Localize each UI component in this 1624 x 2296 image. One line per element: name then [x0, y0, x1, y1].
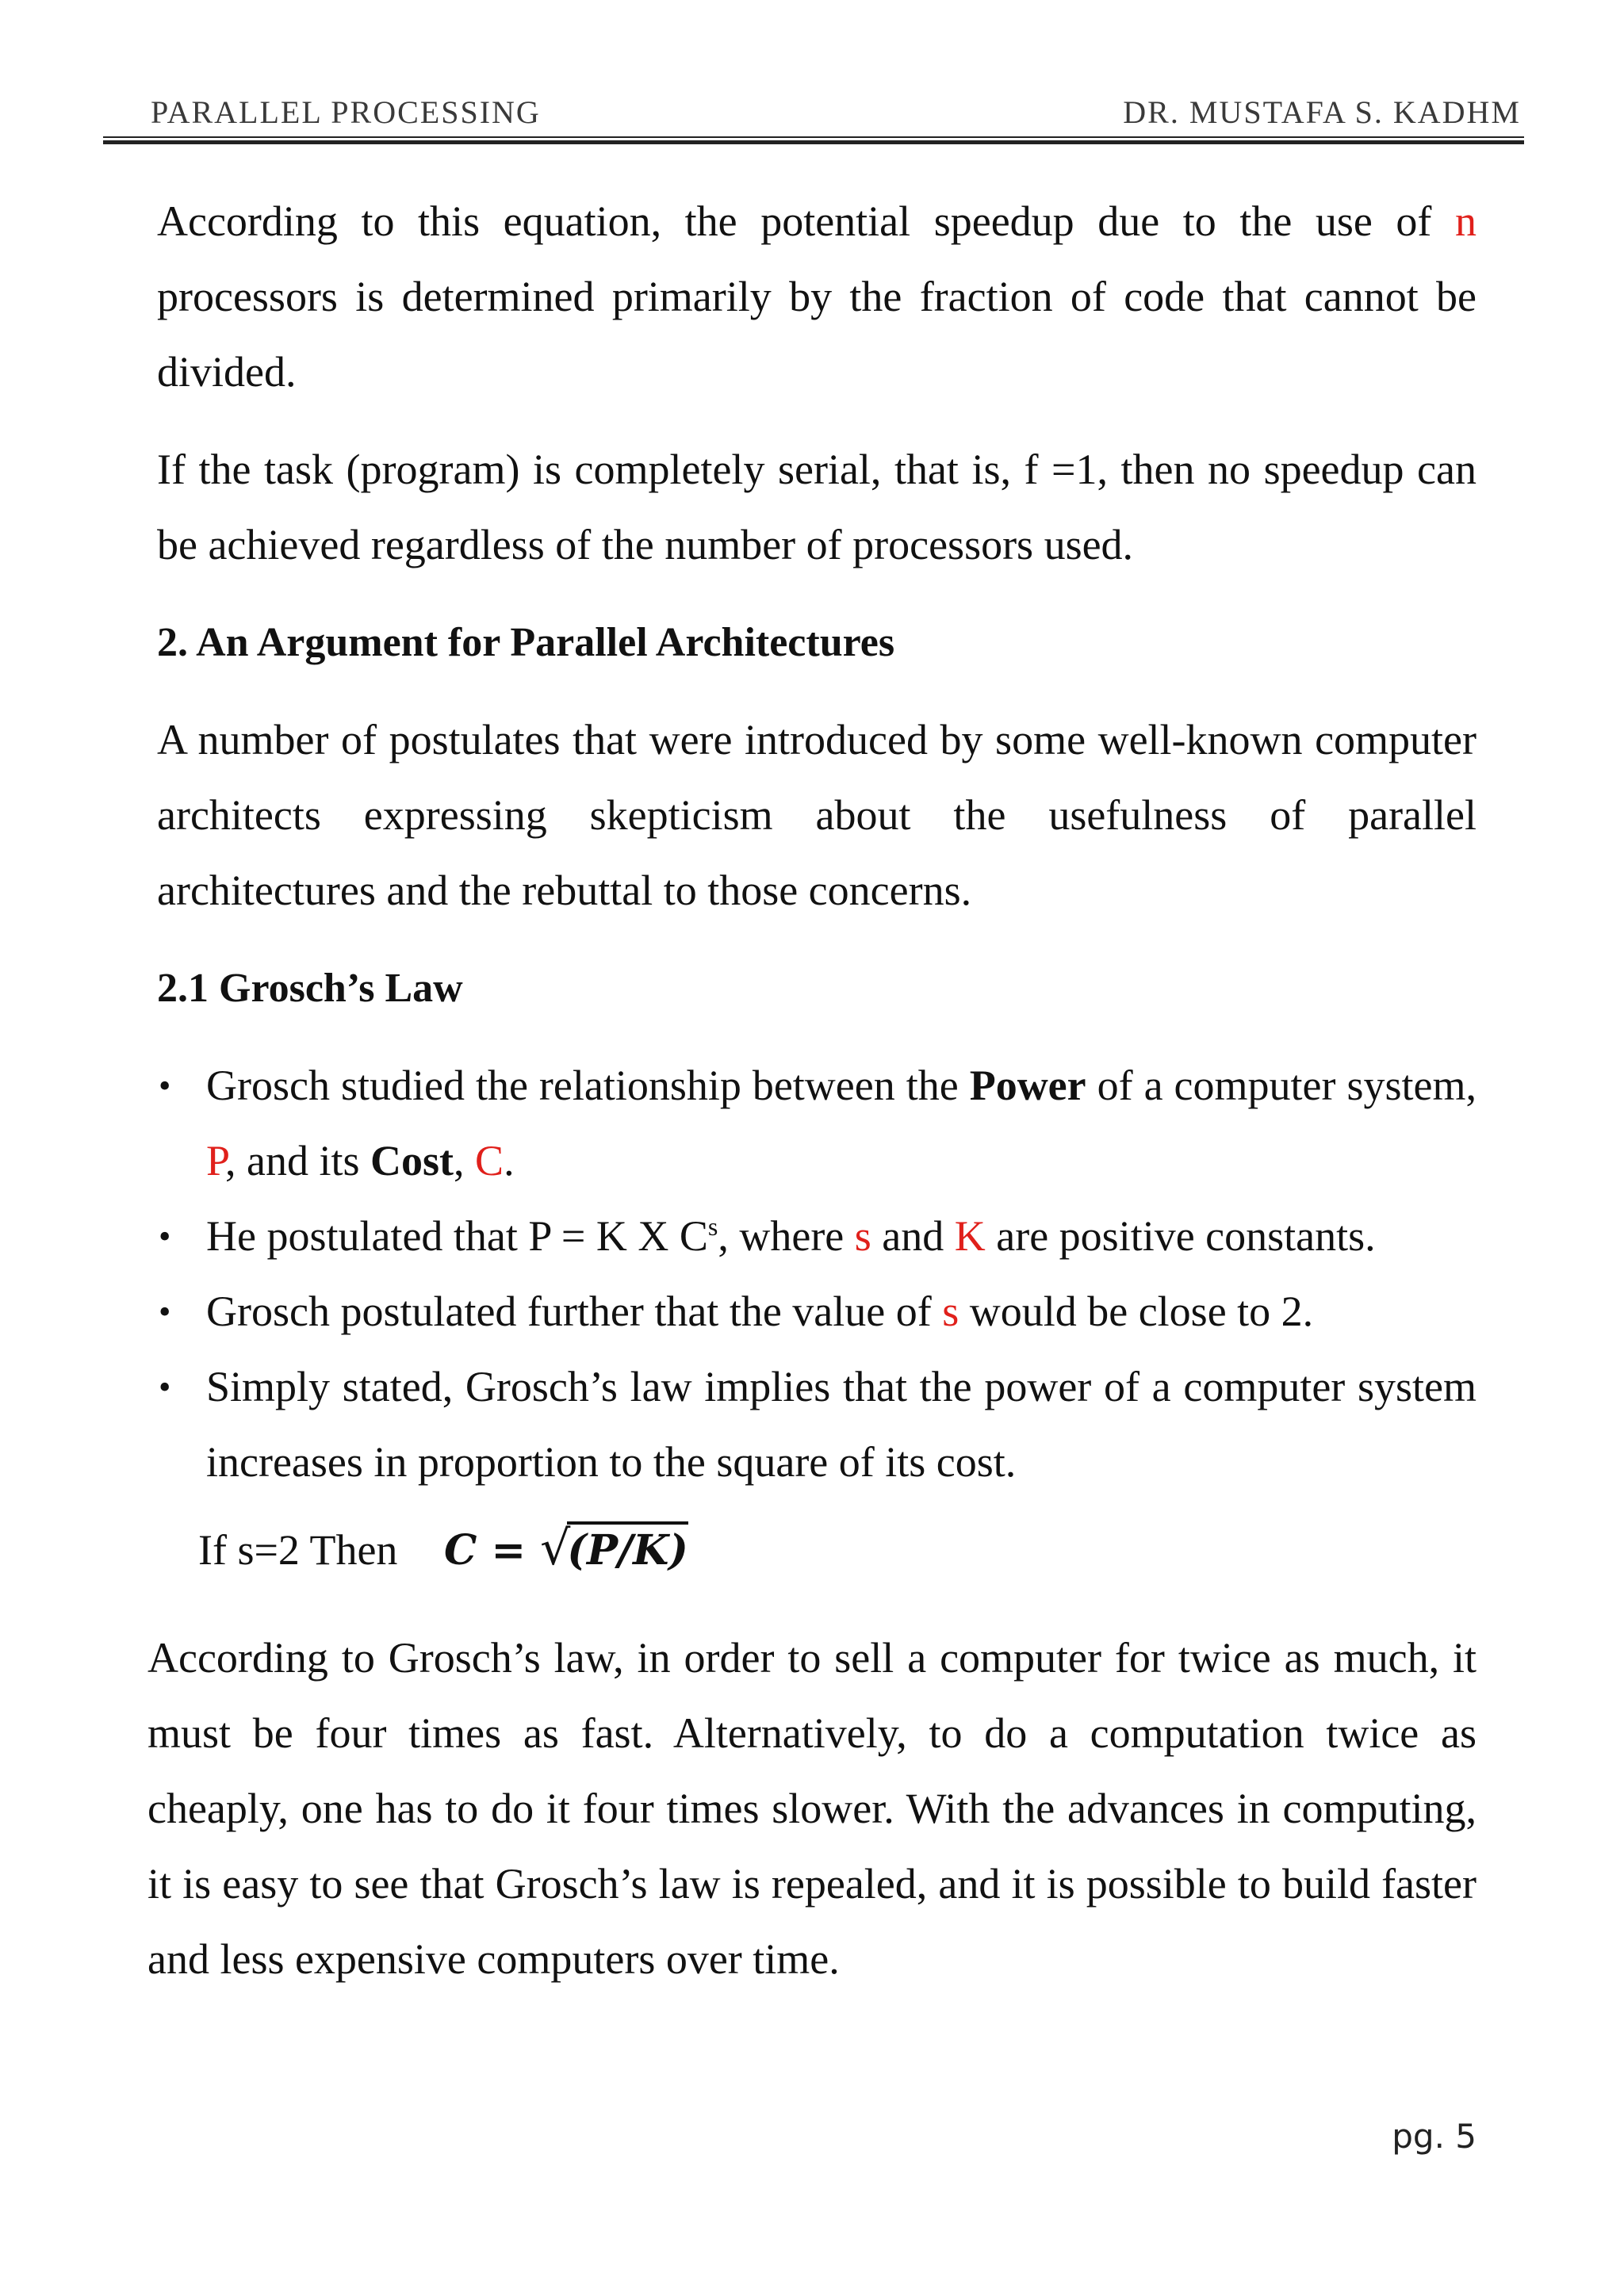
- bullet-variable-s: s: [854, 1212, 871, 1260]
- spacer: [157, 583, 1477, 605]
- bullet-text: are positive constants.: [985, 1212, 1376, 1260]
- header-rule-thin: [103, 136, 1524, 138]
- closing-paragraph: According to Grosch’s law, in order to sell a computer for twice as much, it must be four times as fast. Alternatively, to do a computation twice as cheaply, one has to do it four times slower. With the advances in computing, it is easy to see that Grosch’s law is repealed, and it is possible to build faster and less expensive computers over time.: [147, 1634, 1477, 1983]
- bullet-text: Grosch studied the relationship between the: [206, 1062, 970, 1109]
- list-item: [157, 1199, 1477, 1274]
- bullet-dot-icon: •: [159, 1292, 171, 1331]
- main-content: [157, 184, 1477, 1500]
- bullet-exponent: s: [707, 1212, 718, 1241]
- closing-content: [147, 1621, 1477, 1997]
- bullet-text: Simply stated, Grosch’s law implies that the power of a computer system increases in proportion to the square of its cost.: [206, 1363, 1477, 1486]
- bullet-dot-icon: •: [159, 1217, 171, 1256]
- intro-paragraph-2: If the task (program) is completely serial, that is, f =1, then no speedup can be achieved regardless of the number of processors used.: [157, 446, 1477, 568]
- spacer: [157, 928, 1477, 951]
- bullet-text: , where: [718, 1212, 855, 1260]
- spacer: [157, 680, 1477, 702]
- intro-paragraph-1: [157, 184, 1477, 410]
- header-course-title: PARALLEL PROCESSING: [151, 94, 541, 130]
- bullet-text: and: [871, 1212, 955, 1260]
- formula-radicand: (P/K): [567, 1521, 688, 1575]
- bullet-text: , and its: [225, 1137, 371, 1184]
- formula-sqrt: [540, 1521, 688, 1576]
- section-2-1-heading: 2.1 Grosch’s Law: [157, 966, 463, 1011]
- spacer: [157, 410, 1477, 432]
- spacer: [157, 1026, 1477, 1048]
- section-2-body: A number of postulates that were introduced by some well-known computer architects expressing skepticism about the usefulness of parallel architectures and the rebuttal to those concerns.: [157, 716, 1477, 914]
- bullet-text: of a computer system,: [1086, 1062, 1477, 1109]
- formula-lead-text: If s=2 Then: [198, 1526, 398, 1574]
- intro-p1-variable: n: [1455, 197, 1477, 245]
- list-item: [157, 1274, 1477, 1349]
- bullet-text: .: [504, 1137, 515, 1184]
- intro-p1-rest: processors is determined primarily by the fraction of code that cannot be divided.: [157, 273, 1477, 396]
- bullet-text: He postulated that P = K X C: [206, 1212, 708, 1260]
- page-number: pg. 5: [1392, 2117, 1477, 2156]
- header-rule-thick: [103, 140, 1524, 144]
- bullet-bold-power: Power: [969, 1062, 1086, 1109]
- bullet-text: would be close to 2.: [959, 1288, 1314, 1335]
- bullet-variable-k: K: [954, 1212, 986, 1260]
- page-header: [106, 94, 1521, 141]
- header-author: DR. MUSTAFA S. KADHM: [1123, 94, 1521, 130]
- bullet-bold-cost: Cost: [370, 1137, 454, 1184]
- section-2-heading: 2. An Argument for Parallel Architectures: [157, 620, 895, 665]
- formula-lhs: C =: [444, 1526, 541, 1575]
- bullet-dot-icon: •: [159, 1066, 171, 1105]
- bullet-variable-c: C: [475, 1137, 504, 1184]
- bullet-text: ,: [454, 1137, 476, 1184]
- bullet-variable-p: P: [206, 1137, 226, 1184]
- grosch-bullet-list: [157, 1048, 1477, 1500]
- list-item: [157, 1048, 1477, 1199]
- intro-p1-text: According to this equation, the potential speedup due to the use of: [157, 197, 1455, 245]
- grosch-formula: [444, 1521, 688, 1576]
- bullet-variable-s: s: [942, 1288, 959, 1335]
- bullet-dot-icon: •: [159, 1368, 171, 1406]
- list-item: [157, 1349, 1477, 1500]
- bullet-text: Grosch postulated further that the value of: [206, 1288, 943, 1335]
- sqrt-icon: √: [540, 1521, 571, 1576]
